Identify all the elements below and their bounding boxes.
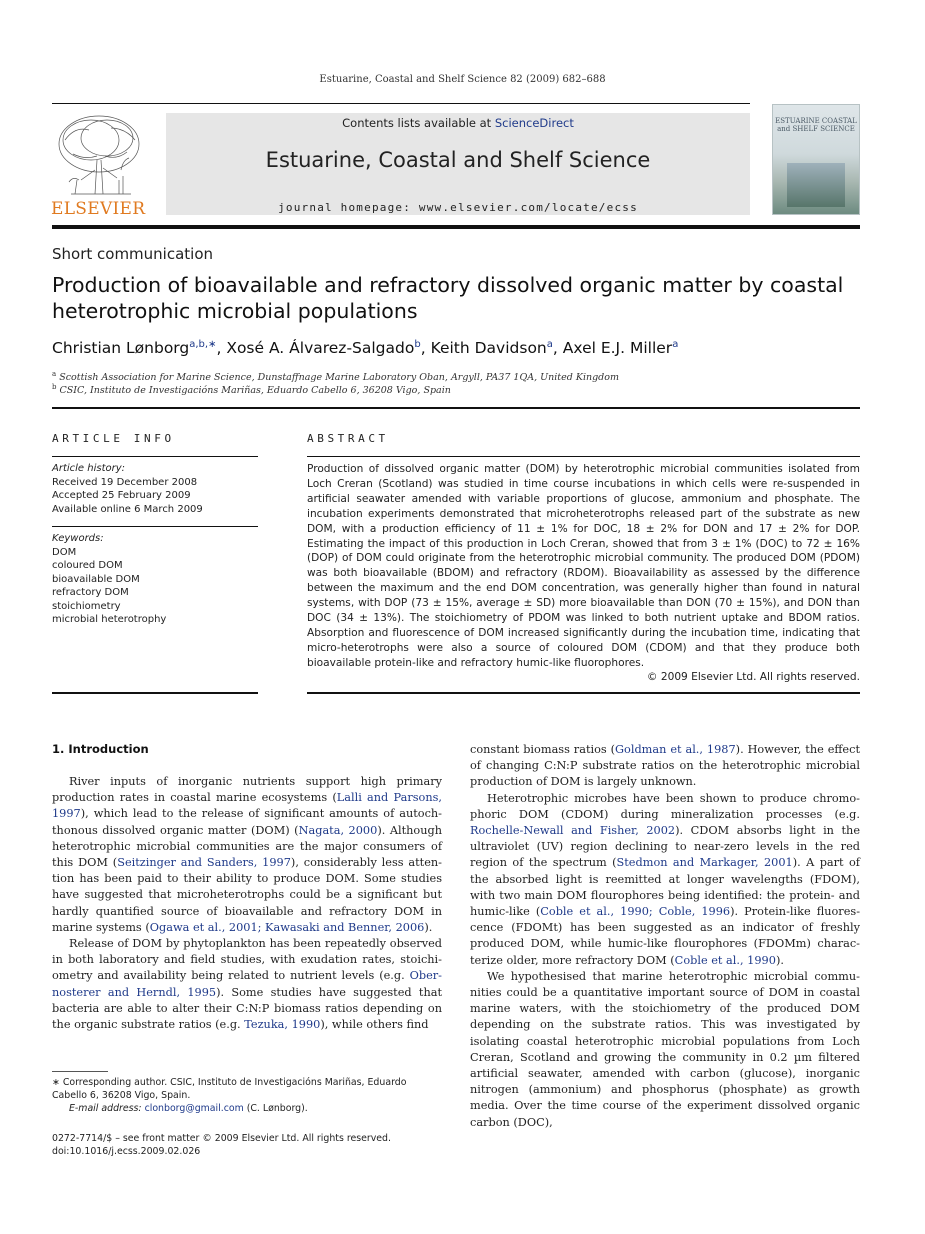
journal-name: Estuarine, Coastal and Shelf Science — [265, 148, 651, 172]
author-separator: , — [216, 339, 227, 358]
citation-link[interactable]: Seitzinger and Sanders, 1997 — [117, 856, 291, 870]
doi-line[interactable]: doi:10.1016/j.ecss.2009.02.026 — [52, 1146, 201, 1158]
body-column-right — [470, 742, 860, 1131]
header-top-rule — [52, 103, 750, 104]
abstract-heading: ABSTRACT — [307, 432, 389, 445]
footnote-rule — [52, 1071, 108, 1072]
history-online: Available online 6 March 2009 — [52, 503, 203, 515]
citation-link[interactable]: Nagata, 2000 — [298, 823, 378, 837]
text: Release of DOM by phytoplankton has been repeatedly observed in both laboratory and field studies, with exudation rates, stoichi-ometry and availability being related to nutrient levels (e.g. — [52, 937, 442, 983]
text: We hypothesised that marine heterotrophic microbial commu-nities could be a quantitative important source of DOM in coastal marine waters, with the stoichiometry of the produced DOM depending on the substrate ratios. This was investigated by isolating coastal heterotrophic microbial populations from Loch Creran, Scotland and growing the community in 0.2 µm filtered artificial seawater, amended with carbon (glucose), inorganic nitrogen (ammonium) and phosphorus (phosphate) as growth media. Over the time course of the experiment dissolved organic carbon (DOC), — [470, 969, 860, 1129]
email-suffix: (C. Lønborg). — [243, 1103, 308, 1115]
citation-link[interactable]: Ober-nosterer and Herndl, 1995 — [52, 969, 442, 999]
keyword: bioavailable DOM — [52, 573, 140, 585]
email-line — [52, 1102, 442, 1115]
author-name: Axel E.J. Miller — [562, 339, 673, 358]
email-link[interactable]: clonborg@gmail.com — [144, 1103, 244, 1115]
text: ). — [775, 953, 784, 967]
citation-link[interactable]: Coble et al., 1990; Coble, 1996 — [540, 905, 731, 919]
author-affiliation-mark[interactable]: a — [546, 339, 553, 350]
section-heading-introduction: 1. Introduction — [52, 742, 149, 756]
publisher-wordmark: ELSEVIER — [51, 199, 146, 219]
text: ). Some studies have suggested that bacteria are able to alter their C:N:P biomass ratios depending on the organic substrate ratios (e.g. — [52, 985, 443, 1032]
journal-reference: Estuarine, Coastal and Shelf Science 82 (2009) 682–688 — [319, 74, 606, 85]
corresponding-author: ∗ Corresponding author. CSIC, Instituto de Investigacións Mariñas, Eduardo Cabello 6, 36208 Vigo, Spain. — [52, 1077, 407, 1102]
sciencedirect-link[interactable]: ScienceDirect — [494, 116, 574, 130]
citation-link[interactable]: Stedmon and Markager, 2001 — [616, 856, 793, 870]
text: ). However, the effect of changing C:N:P substrate ratios on the heterotrophic microbial production of DOM is largely unknown. — [470, 743, 860, 789]
keyword: stoichiometry — [52, 600, 121, 612]
text: ), considerably less atten-tion has been paid to their ability to produce DOM. Some studies have suggested that microheterotrophs could be a significant but hardly quantified source of bioavailable and refractory DOM in marine systems ( — [52, 856, 442, 934]
history-accepted: Accepted 25 February 2009 — [52, 490, 191, 501]
text: Heterotrophic microbes have been shown to produce chromo-phoric DOM (CDOM) during mineralization processes (e.g. — [470, 791, 860, 821]
abstract-copyright: © 2009 Elsevier Ltd. All rights reserved. — [646, 671, 860, 683]
body-column-left — [52, 774, 442, 1033]
affiliation-rule — [52, 407, 860, 409]
header-thick-rule — [52, 225, 860, 229]
citation-link[interactable]: Goldman et al., 1987 — [615, 743, 736, 756]
keyword: microbial heterotrophy — [52, 614, 167, 625]
text: ). CDOM absorbs light in the ultraviolet (UV) region declining to near-zero levels in the red region of the spectrum ( — [470, 824, 861, 870]
text: constant biomass ratios ( — [470, 743, 616, 756]
affiliation-mark: a — [52, 370, 57, 378]
citation-link[interactable]: Ogawa et al., 2001; Kawasaki and Benner, 2006 — [149, 920, 425, 934]
text: ). — [424, 920, 433, 934]
cover-image — [787, 163, 845, 207]
author-name: Christian Lønborg — [52, 339, 190, 358]
email-label: E-mail address: — [69, 1103, 145, 1115]
author-affiliation-mark[interactable]: a — [672, 339, 679, 350]
keyword: refractory DOM — [52, 587, 129, 598]
citation-link[interactable]: Coble et al., 1990 — [674, 953, 776, 967]
article-info-bottom-rule — [52, 692, 258, 694]
abstract-rule — [307, 456, 860, 457]
affiliation-text: CSIC, Instituto de Investigacións Mariñas, Eduardo Cabello 6, 36208 Vigo, Spain — [59, 385, 451, 397]
text: ), while others find — [320, 1018, 429, 1032]
paragraph — [52, 774, 442, 936]
author-separator: , — [420, 339, 431, 358]
article-title: Production of bioavailable and refractory dissolved organic matter by coastal heterotrophic microbial populations — [52, 273, 844, 323]
issn-line: 0272-7714/$ – see front matter © 2009 Elsevier Ltd. All rights reserved. — [52, 1133, 391, 1144]
contents-line — [166, 116, 750, 130]
author-list — [52, 339, 678, 357]
abstract-bottom-rule — [307, 692, 860, 694]
author-name: Xosé A. Álvarez-Salgado — [226, 339, 415, 358]
keyword: coloured DOM — [52, 560, 123, 571]
paragraph — [470, 969, 860, 1131]
issn-doi-notes — [52, 1132, 472, 1158]
journal-homepage[interactable]: journal homepage: www.elsevier.com/locate/ecss — [278, 201, 638, 214]
affiliation-b — [52, 383, 451, 396]
keywords-label: Keywords: — [52, 533, 104, 544]
author-separator: , — [552, 339, 563, 358]
citation-link[interactable]: Rochelle-Newall and Fisher, 2002 — [470, 824, 676, 838]
history-label: Article history: — [52, 463, 126, 474]
corresponding-author-footnote — [52, 1076, 442, 1116]
article-info-rule — [52, 456, 258, 457]
author-affiliation-mark[interactable]: a,b,∗ — [189, 339, 217, 350]
paragraph — [470, 742, 860, 791]
citation-link[interactable]: Lalli and Parsons, 1997 — [52, 791, 442, 821]
paragraph — [52, 936, 442, 1033]
article-type: Short communication — [52, 245, 214, 263]
author-affiliation-mark[interactable]: b — [414, 339, 421, 350]
text: ), which lead to the release of significant amounts of autoch-thonous dissolved organic matter (DOM) ( — [52, 807, 442, 837]
article-history — [52, 462, 258, 516]
paragraph — [470, 791, 860, 969]
keyword: DOM — [52, 546, 77, 558]
affiliation-a — [52, 370, 619, 383]
contents-prefix: Contents lists available at — [342, 116, 495, 130]
article-info-heading: ARTICLE INFO — [52, 432, 175, 445]
keywords — [52, 532, 258, 627]
keywords-rule — [52, 526, 258, 527]
text: River inputs of inorganic nutrients support high primary production rates in coastal marine ecosystems ( — [52, 775, 442, 805]
text: ). Protein-like fluores-cence (FDOMt) has been suggested as an indicator of freshly produced DOM, while humic-like flourophores (FDOMm) charac-terize older, more refractory DOM ( — [470, 905, 861, 967]
journal-cover-thumbnail — [772, 104, 860, 215]
history-received: Received 19 December 2008 — [52, 476, 198, 488]
cover-title: ESTUARINE COASTAL and SHELF SCIENCE — [775, 117, 857, 133]
text: ). A part of the absorbed light is reemitted at longer wavelengths (FDOM), with two main DOM flourophores being identified: the protein- and humic-like ( — [470, 856, 860, 919]
author-name: Keith Davidson — [430, 339, 547, 358]
tree-icon — [51, 110, 147, 200]
abstract-text: Production of dissolved organic matter (DOM) by heterotrophic microbial communities isolated from Loch Creran (Scotland) was studied in time course incubations in which cells were re-suspended in artificial seawater amended with variable proportions of glucose, ammonium and phosphate. The incubation experiments demonstrated that microheterotrophs released part of the substrate as new DOM, with a production efficiency of 11 ± 1% for DOC, 18 ± 2% for DON and 17 ± 2% for DOP. Estimating the impact of this production in Loch Creran, showed that from 3 ± 1% (DOC) to 72 ± 16% (DOP) of DOM could originate from the heterotrophic microbial community. The produced DOM (PDOM) was both bioavailable (BDOM) and refractory (RDOM). Bioavailability as assessed by the difference between the maximum and the end DOM concentration, was generally higher than found in natural systems, with DOP (73 ± 15%, average ± SD) more bioavailable than DON (70 ± 15%), and DON than DOC (34 ± 13%). The stoichiometry of PDOM was linked to both nutrient uptake and BDOM ratios. Absorption and fluorescence of DOM increased significantly during the incubation time, indicating that micro-heterotrophs were also a source of coloured DOM (CDOM) and that they produce both bioavailable protein-like and refractory humic-like fluorophores. — [307, 463, 860, 669]
affiliation-mark: b — [52, 383, 57, 391]
citation-link[interactable]: Tezuka, 1990 — [244, 1018, 321, 1032]
affiliation-text: Scottish Association for Marine Science, Dunstaffnage Marine Laboratory Oban, Argyll, PA37 1QA, United Kingdom — [59, 372, 619, 384]
text: ). Although heterotrophic microbial communities are the major consumers of this DOM ( — [52, 823, 442, 870]
